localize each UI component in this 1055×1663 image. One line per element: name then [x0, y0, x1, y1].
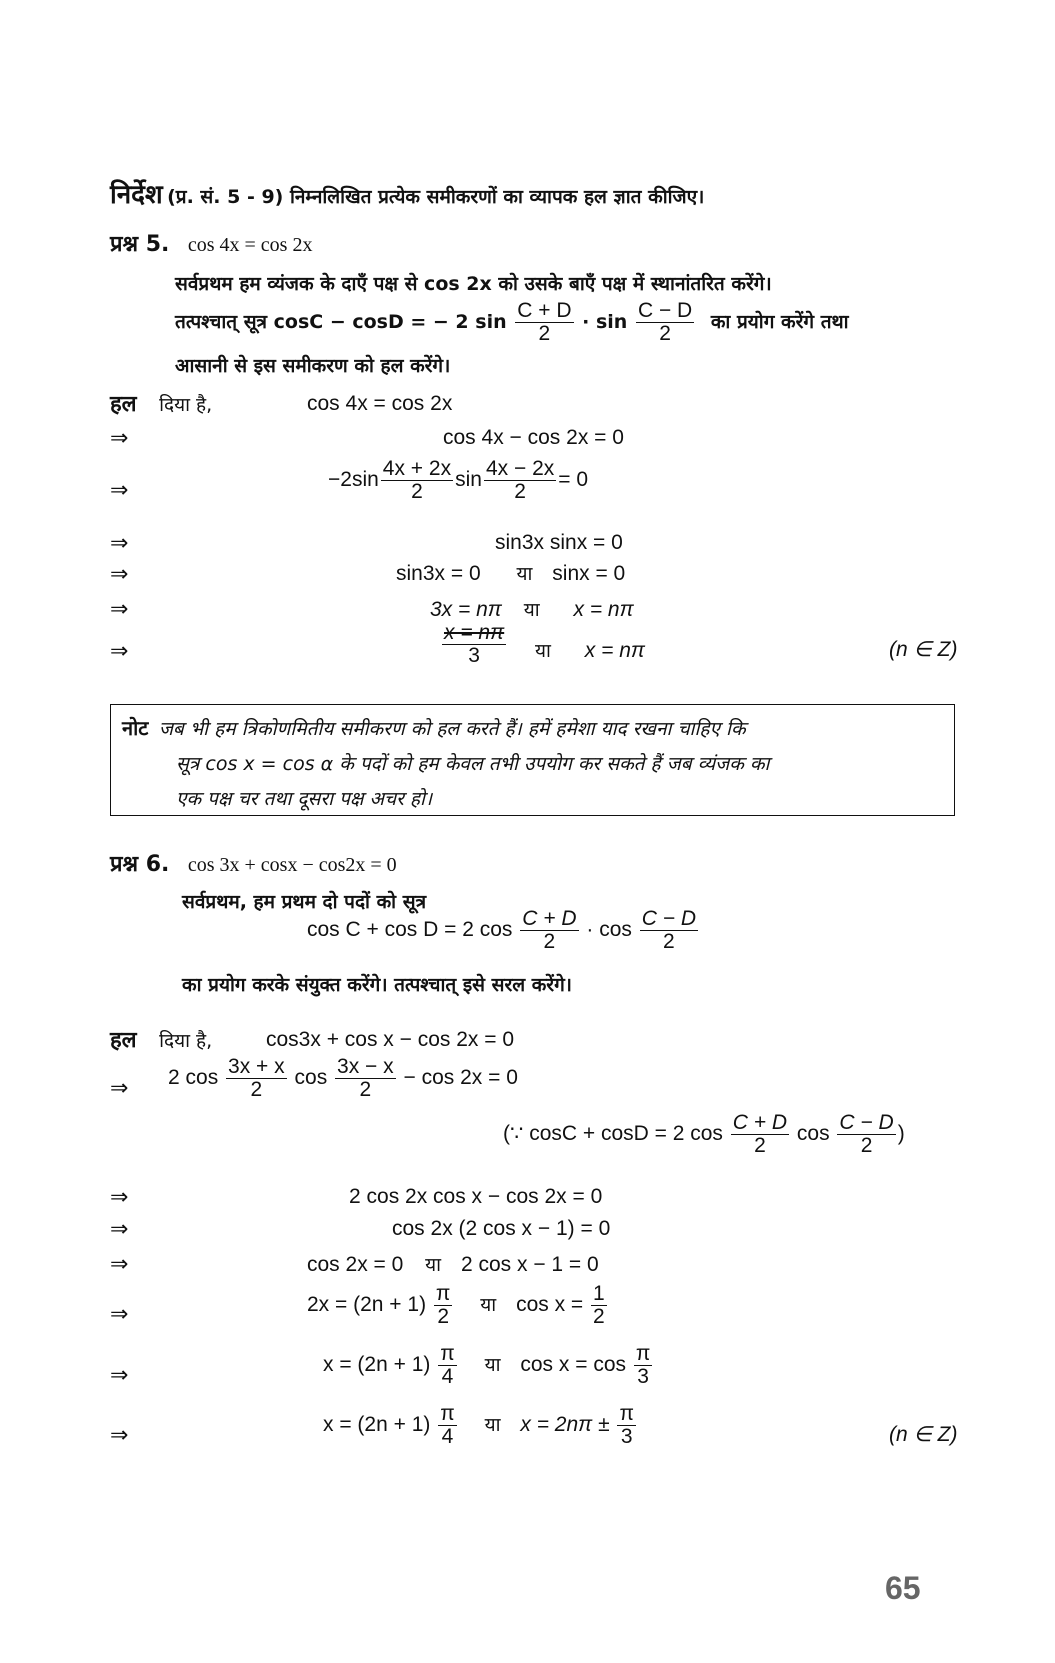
- q6-step7-b-num: π: [635, 1342, 651, 1365]
- q6-formula-mid: · cos: [586, 918, 632, 942]
- q6-step5-b: 2 cos x − 1 = 0: [460, 1253, 599, 1276]
- note-text-line3: एक पक्ष चर तथा दूसरा पक्ष अचर हो।: [176, 788, 433, 810]
- q6-step7-b-den: 3: [637, 1365, 649, 1389]
- q6-reason-frac1-den: 2: [754, 1134, 766, 1158]
- directive: [110, 175, 704, 211]
- q6-step6-b-frac: [591, 1283, 607, 1328]
- q6-reason-frac2-num: C − D: [839, 1111, 894, 1134]
- q6-step6-a-den: 2: [437, 1305, 450, 1329]
- q6-formula: [307, 908, 700, 953]
- q5-step7: [440, 622, 508, 667]
- q5-step5-or: या: [516, 563, 533, 585]
- q5-hint-line2: [175, 300, 849, 345]
- q6-reason: [503, 1112, 905, 1157]
- q6-formula-frac1: [520, 908, 578, 953]
- q6-step7-a-frac: [438, 1343, 457, 1388]
- q6-step2: [168, 1056, 518, 1101]
- q5-step6-or: या: [523, 599, 540, 621]
- directive-text: (प्र. सं. 5 - 9) निम्नलिखित प्रत्येक समीकरणों का व्यापक हल ज्ञात कीजिए।: [167, 186, 705, 208]
- q6-reason-frac2-den: 2: [860, 1134, 873, 1158]
- q6-reason-mid: cos: [796, 1122, 830, 1146]
- q6-step6-a-frac: [434, 1283, 453, 1328]
- arrow-icon: ⇒: [110, 1363, 129, 1388]
- q5-heading: [110, 228, 312, 258]
- q5-hint-mid: · sin: [582, 311, 628, 334]
- arrow-icon: ⇒: [110, 426, 129, 451]
- q6-step2-mid: cos: [294, 1066, 328, 1090]
- q6-step5-a: cos 2x = 0: [307, 1253, 404, 1276]
- q5-step6-b: x = nπ: [573, 598, 634, 621]
- q5-step3: [328, 458, 588, 503]
- q6-step6-a: 2x = (2n + 1): [307, 1293, 427, 1317]
- q6-given: दिया है,: [159, 1030, 213, 1052]
- q6-step8-b-frac: [617, 1403, 636, 1448]
- q5-step3-frac1: [381, 458, 453, 503]
- q6-step8: [323, 1403, 638, 1448]
- q5-hint-line1: सर्वप्रथम हम व्यंजक के दाएँ पक्ष से cos 2x को उसके बाएँ पक्ष में स्थानांतरित करेंगे।: [175, 273, 772, 295]
- q5-hint-line3: आसानी से इस समीकरण को हल करेंगे।: [175, 355, 451, 377]
- q5-step3-frac1-num: 4x + 2x: [382, 457, 452, 480]
- arrow-icon: ⇒: [110, 1252, 129, 1277]
- q6-step7: [323, 1343, 654, 1388]
- arrow-icon: ⇒: [110, 478, 129, 503]
- arrow-icon: ⇒: [110, 1076, 129, 1101]
- q6-formula-pre: cos C + cos D = 2 cos: [307, 918, 513, 942]
- q6-heading: [110, 848, 397, 878]
- q5-step7-den: 3: [468, 644, 480, 668]
- arrow-icon: ⇒: [110, 562, 129, 587]
- q5-step3-frac2: [484, 458, 556, 503]
- q6-step2-frac1-num: 3x + x: [228, 1055, 285, 1078]
- q6-hint-line3: का प्रयोग करके संयुक्त करेंगे। तत्पश्चात् इसे सरल करेंगे।: [182, 974, 572, 996]
- arrow-icon: ⇒: [110, 1185, 129, 1210]
- q5-step5-b: sinx = 0: [552, 562, 626, 585]
- q6-step8-a-den: 4: [441, 1425, 454, 1449]
- q5-given: दिया है,: [159, 394, 213, 416]
- q6-step3: 2 cos 2x cos x − cos 2x = 0: [349, 1185, 603, 1208]
- q6-step1: cos3x + cos x − cos 2x = 0: [266, 1028, 515, 1051]
- q6-step7-b: cos x = cos: [520, 1353, 627, 1377]
- q5-equation: cos 4x = cos 2x: [187, 234, 313, 256]
- q5-step7-num: x = nπ: [444, 621, 505, 644]
- q5-sol-label: हल: [110, 392, 137, 417]
- q6-equation: cos 3x + cosx − cos2x = 0: [187, 854, 397, 876]
- q6-step7-a: x = (2n + 1): [323, 1353, 431, 1377]
- q6-step4: cos 2x (2 cos x − 1) = 0: [392, 1217, 611, 1240]
- q6-hint-line1: सर्वप्रथम, हम प्रथम दो पदों को सूत्र: [182, 891, 427, 913]
- q5-step3-frac2-den: 2: [514, 480, 526, 504]
- q5-step3-post: = 0: [558, 468, 589, 492]
- q6-step6-b: cos x =: [516, 1293, 584, 1317]
- q6-step8-a-num: π: [440, 1402, 455, 1425]
- arrow-icon: ⇒: [110, 639, 129, 664]
- q5-hint-pre: तत्पश्चात् सूत्र cosC − cosD = − 2 sin: [175, 311, 507, 334]
- note-text-line2: सूत्र cos x = cos α के पदों को हम केवल तभी उपयोग कर सकते हैं जब व्यंजक का: [176, 753, 770, 775]
- q6-step2-frac2-num: 3x − x: [337, 1055, 394, 1078]
- arrow-icon: ⇒: [110, 1302, 129, 1327]
- q6-formula-frac2-num: C − D: [641, 907, 696, 930]
- arrow-icon: ⇒: [110, 531, 129, 556]
- q6-formula-frac1-den: 2: [543, 930, 556, 954]
- q5-step7-b: x = nπ: [584, 639, 645, 662]
- q6-formula-frac2: [640, 908, 698, 953]
- q5-hint-post: का प्रयोग करेंगे तथा: [710, 311, 849, 334]
- q6-step8-b-num: π: [619, 1402, 634, 1425]
- q5-hint-frac1-num: C + D: [517, 299, 572, 322]
- q6-step7-a-num: π: [440, 1342, 455, 1365]
- q6-reason-pre: (∵ cosC + cosD = 2 cos: [503, 1122, 723, 1146]
- q6-step6-b-den: 2: [593, 1305, 605, 1329]
- q6-step5-or: या: [425, 1254, 442, 1276]
- note-text-line1: जब भी हम त्रिकोणमितीय समीकरण को हल करते हैं। हमें हमेशा याद रखना चाहिए कि: [158, 718, 746, 740]
- q6-formula-frac2-den: 2: [663, 930, 675, 954]
- q6-reason-post: ): [897, 1122, 905, 1146]
- q6-reason-frac1: [731, 1112, 789, 1157]
- q6-formula-frac1-num: C + D: [522, 907, 577, 930]
- q6-step2-frac1-den: 2: [250, 1078, 263, 1102]
- q6-step6: [307, 1283, 609, 1328]
- q6-step8-b: x = 2nπ ±: [520, 1413, 610, 1437]
- q5-step1: cos 4x = cos 2x: [307, 392, 453, 415]
- directive-label: निर्देश: [110, 180, 163, 210]
- q6-reason-frac2: [837, 1112, 895, 1157]
- arrow-icon: ⇒: [110, 1423, 129, 1448]
- q6-step8-a: x = (2n + 1): [323, 1413, 431, 1437]
- q6-label: प्रश्न 6.: [110, 852, 170, 877]
- q6-step8-a-frac: [438, 1403, 457, 1448]
- arrow-icon: ⇒: [110, 597, 129, 622]
- q5-condition: (n ∈ Z): [889, 638, 958, 661]
- q6-solution-head: [110, 1024, 212, 1054]
- q5-hint-frac2-num: C − D: [637, 299, 693, 322]
- q5-step2: cos 4x − cos 2x = 0: [443, 426, 624, 449]
- q5-hint-frac1: [515, 300, 573, 345]
- q6-step8-b-den: 3: [620, 1425, 633, 1449]
- q6-step2-post: − cos 2x = 0: [403, 1066, 518, 1090]
- q5-hint-frac2: [636, 300, 694, 345]
- q5-hint-frac1-den: 2: [538, 322, 551, 346]
- arrow-icon: ⇒: [110, 1217, 129, 1242]
- page-number: 65: [885, 1570, 921, 1606]
- q5-step6-a: 3x = nπ: [430, 598, 502, 621]
- q5-step3-mid: sin: [455, 468, 482, 492]
- q5-step7-rest: [535, 637, 645, 663]
- q6-sol-label: हल: [110, 1028, 137, 1053]
- note-line1: [122, 714, 746, 741]
- q5-step3-frac1-den: 2: [411, 480, 423, 504]
- q5-label: प्रश्न 5.: [110, 232, 170, 257]
- q5-step4: sin3x sinx = 0: [495, 531, 623, 554]
- q6-step6-or: या: [480, 1294, 497, 1317]
- q5-step5: [396, 560, 625, 586]
- q6-step7-or: या: [484, 1354, 501, 1377]
- q6-step7-a-den: 4: [441, 1365, 454, 1389]
- q5-solution-head: [110, 388, 212, 418]
- q5-step3-pre: −2sin: [328, 468, 379, 492]
- q5-step7-frac: [442, 622, 506, 667]
- q6-step8-or: या: [484, 1414, 501, 1437]
- q5-hint-frac2-den: 2: [659, 322, 671, 346]
- q6-step2-frac1: [226, 1056, 287, 1101]
- q5-step5-a: sin3x = 0: [396, 562, 481, 585]
- note-label: नोट: [122, 716, 149, 740]
- q6-condition: (n ∈ Z): [889, 1423, 958, 1446]
- q5-step7-or: या: [535, 640, 551, 662]
- q6-step7-b-frac: [634, 1343, 653, 1388]
- q6-step2-pre: 2 cos: [168, 1066, 219, 1090]
- q6-step2-frac2: [335, 1056, 396, 1101]
- q6-step5: [307, 1251, 599, 1277]
- q5-step6: [430, 596, 634, 622]
- q5-step3-frac2-num: 4x − 2x: [485, 457, 555, 480]
- q6-step2-frac2-den: 2: [359, 1078, 372, 1102]
- q6-reason-frac1-num: C + D: [732, 1111, 788, 1134]
- q6-step6-a-num: π: [435, 1282, 451, 1305]
- q6-step6-b-num: 1: [593, 1282, 605, 1305]
